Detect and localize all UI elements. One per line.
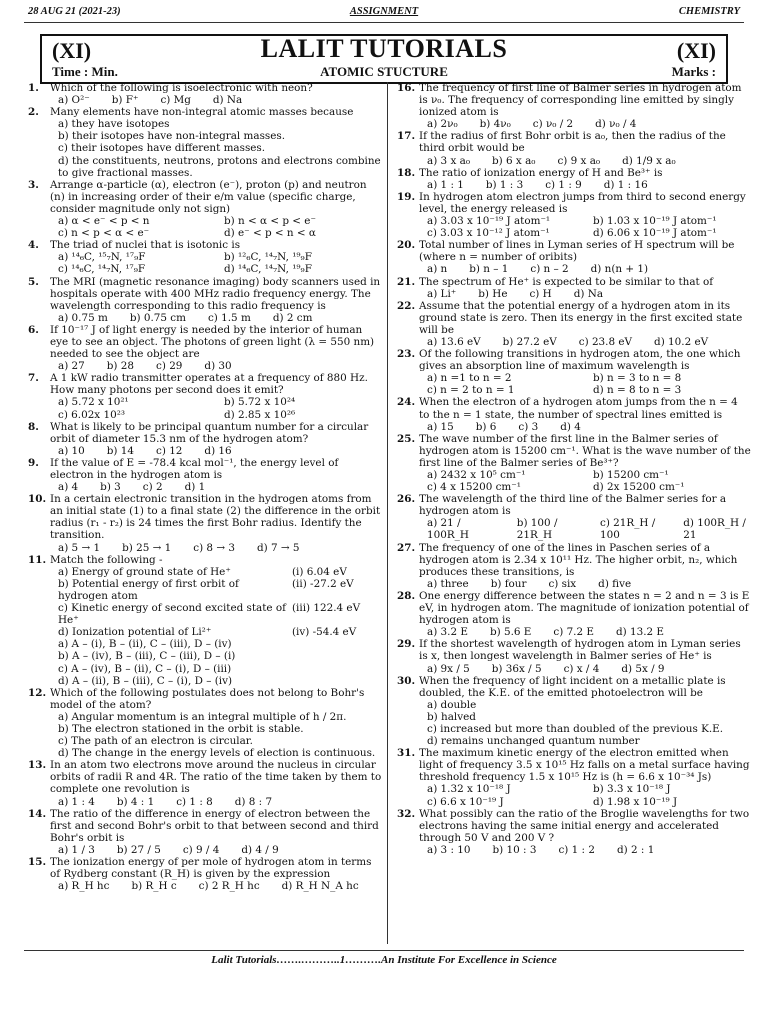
match-column-a-item: b) Potential energy of first orbit of hydrogen atom (58, 577, 239, 602)
option-item: a) 9x / 5 (427, 662, 470, 675)
option-item: c) 2 (142, 481, 163, 494)
option-item: b) 1.03 x 10⁻¹⁹ J atom⁻¹ (593, 215, 717, 228)
option-item: d) 8 : 7 (234, 795, 273, 808)
option-item: c) n = 2 to n = 1 (427, 384, 515, 397)
option-item: d) the constituents, neutrons, protons and electrons combine to give fractional masses. (58, 154, 381, 179)
question-number: 6. (28, 323, 39, 336)
option-item: b) 27.2 eV (502, 335, 557, 348)
option-item: a) α < e⁻ < p < n (58, 215, 150, 228)
question-number: 21. (397, 275, 416, 288)
option-item: a) 3 x a₀ (427, 154, 470, 167)
option-item: c) 12 (156, 444, 183, 457)
options-grid (50, 215, 382, 239)
question-item (397, 638, 751, 674)
question-text: The triad of nuclei that is isotonic is (50, 239, 241, 252)
question-item (28, 687, 382, 760)
option-item: b) four (490, 577, 527, 590)
question-number: 18. (397, 166, 416, 179)
option-item: c) 1.5 m (207, 311, 251, 324)
option-item: d) Na (212, 94, 243, 107)
option-item: a) ¹⁴₆C, ¹⁵₇N, ¹⁷₉F (58, 251, 146, 264)
right-question-column (397, 82, 751, 856)
option-item: a) double (427, 698, 477, 711)
marks-label: Marks : (671, 64, 716, 79)
question-text: The ionization energy of per mole of hydrogen atom in terms of Rydberg constant (R_H) is given by the expression (50, 856, 372, 881)
option-item: b) 25 → 1 (122, 541, 172, 554)
option-item: d) 2 cm (272, 311, 313, 324)
option-item: a) A – (i), B – (ii), C – (iii), D – (iv) (58, 638, 232, 651)
option-item: c) 23.8 eV (578, 335, 633, 348)
match-column-b-item: (ii) -27.2 eV (292, 577, 354, 590)
question-number: 10. (28, 493, 47, 506)
question-item (397, 300, 751, 348)
question-item (397, 493, 751, 541)
options-row (50, 844, 382, 856)
top-rule (24, 22, 744, 23)
option-item: d) ¹⁴₆C, ¹⁴₇N, ¹⁹₉F (224, 263, 312, 276)
question-text: Many elements have non-integral atomic masses because (50, 106, 354, 119)
top-bar (24, 6, 744, 22)
option-item: a) 2ν₀ (427, 118, 458, 131)
option-item: d) 2.85 x 10²⁶ (224, 408, 296, 421)
option-item: b) 4 : 1 (116, 795, 155, 808)
option-item: d) n(n + 1) (590, 263, 649, 276)
option-item: d) ν₀ / 4 (595, 118, 637, 131)
question-text: The wave number of the first line in the Balmer series of hydrogen atom is 15200 cm⁻¹. What is the wave number of the first line of the Balmer series of Be³⁺? (419, 432, 751, 469)
options-row (419, 263, 751, 275)
option-item: a) 1.32 x 10⁻¹⁸ J (427, 783, 511, 796)
options-grid (419, 783, 751, 807)
question-number: 16. (397, 82, 416, 94)
question-item (28, 421, 382, 457)
option-item: a) R_H hc (58, 880, 110, 893)
question-item (28, 808, 382, 856)
question-number: 23. (397, 348, 416, 361)
question-item (397, 276, 751, 300)
question-number: 28. (397, 589, 416, 602)
question-text: Total number of lines in Lyman series of H spectrum will be (where n = number of oribits) (419, 239, 735, 264)
question-text: When the electron of a hydrogen atom jumps from the n = 4 to the n = 1 state, the number of spectral lines emitted is (419, 396, 738, 421)
option-item: c) ν₀ / 2 (532, 118, 574, 131)
option-item: c) Mg (160, 94, 191, 107)
question-text: A 1 kW radio transmitter operates at a frequency of 880 Hz. How many photons per second does it emit? (50, 372, 368, 397)
question-text: Match the following - (50, 553, 163, 566)
question-text: When the frequency of light incident on a metallic plate is doubled, the K.E. of the emitted photoelectron will be (419, 674, 726, 699)
option-item: d) 16 (204, 444, 232, 457)
option-item: d) remains unchanged quantum number (427, 735, 640, 748)
match-column-b-item: (iii) 122.4 eV (292, 602, 361, 615)
options-grid (419, 372, 751, 396)
option-item: a) 2432 x 10⁵ cm⁻¹ (427, 469, 526, 481)
option-item: a) 21 / 100R_H (427, 517, 469, 542)
option-item: c) The path of an electron is circular. (58, 735, 253, 748)
option-item: b) 4ν₀ (479, 118, 511, 131)
subject-label: CHEMISTRY (678, 6, 740, 17)
option-item: a) 13.6 eV (427, 335, 481, 348)
options-row (50, 481, 382, 493)
option-item: a) 3.03 x 10⁻¹⁹ J atom⁻¹ (427, 215, 551, 228)
option-item: a) three (427, 577, 469, 590)
option-item: c) ¹⁴₆C, ¹⁴₇N, ¹⁷₉F (58, 263, 146, 276)
question-item (397, 675, 751, 748)
question-text: The ratio of ionization energy of H and Be³⁺ is (419, 166, 663, 179)
option-item: a) O²⁻ (58, 94, 90, 107)
option-item: b) F⁺ (111, 94, 139, 107)
option-item: a) they have isotopes (58, 118, 170, 131)
options-row (50, 445, 382, 457)
option-item: d) Na (573, 287, 604, 300)
options-row (419, 844, 751, 856)
question-text: In a certain electronic transition in the hydrogen atoms from an initial state (1) to a final state (2) the difference in the orbit radius (r₁ - r₂) is 24 times the first Bohr radius. Identify the transition. (50, 493, 381, 542)
title-box (40, 34, 728, 84)
question-number: 31. (397, 747, 416, 760)
question-number: 32. (397, 807, 416, 820)
option-item: c) 2 R_H hc (198, 880, 260, 893)
question-number: 27. (397, 541, 416, 554)
option-item: b) halved (427, 710, 476, 723)
option-item: a) 1 : 4 (58, 795, 95, 808)
option-item: b) n = 3 to n = 8 (593, 372, 682, 385)
options-row (50, 94, 382, 106)
option-item: d) e⁻ < p < n < α (224, 227, 316, 240)
question-item (397, 396, 751, 432)
question-item (397, 433, 751, 493)
options-row (419, 155, 751, 167)
option-item: d) 1 : 16 (603, 178, 648, 191)
options-row (50, 542, 382, 554)
class-label-right: (XI) (676, 38, 716, 63)
options-row (419, 578, 751, 590)
question-item (28, 106, 382, 179)
option-item: b) n < α < p < e⁻ (224, 215, 316, 228)
question-number: 24. (397, 396, 416, 409)
class-label-left: (XI) (52, 38, 92, 63)
option-item: b) A – (iv), B – (iii), C – (iii), D – (i) (58, 650, 236, 663)
option-item: c) increased but more than doubled of the previous K.E. (427, 722, 724, 735)
options-grid (50, 251, 382, 275)
options-grid (419, 215, 751, 239)
options-grid (50, 396, 382, 420)
option-item: a) 1 / 3 (58, 843, 95, 856)
option-item: b) He (478, 287, 508, 300)
option-item: b) 15200 cm⁻¹ (593, 469, 669, 481)
question-text: Which of the following is isoelectronic with neon? (50, 82, 313, 94)
option-item: d) five (598, 577, 632, 590)
option-item: c) 3.03 x 10⁻¹² J atom⁻¹ (427, 227, 550, 240)
question-number: 26. (397, 493, 416, 506)
option-item: b) 10 : 3 (492, 843, 537, 856)
question-number: 19. (397, 190, 416, 203)
options-grid (419, 469, 751, 493)
footer-rule (24, 950, 744, 951)
option-item: c) 4 x 15200 cm⁻¹ (427, 481, 521, 494)
question-item (397, 808, 751, 856)
match-column-b-item: (iv) -54.4 eV (292, 626, 357, 639)
time-label: Time : Min. (52, 64, 118, 79)
question-number: 29. (397, 638, 416, 651)
question-item (28, 856, 382, 892)
question-number: 13. (28, 759, 47, 772)
topic-title: ATOMIC STUCTURE (320, 64, 448, 79)
question-number: 20. (397, 239, 416, 252)
option-item: d) 6.06 x 10⁻¹⁹ J atom⁻¹ (593, 227, 717, 240)
question-text: Arrange α-particle (α), electron (e⁻), proton (p) and neutron (n) in increasing order of their e/m value (specific charge, consider magnitude only not sign) (50, 178, 367, 215)
option-item: d) 1 (184, 481, 206, 494)
option-item: b) 100 / 21R_H (516, 517, 558, 542)
option-item: a) Li⁺ (427, 287, 457, 300)
option-item: c) 7.2 E (553, 626, 594, 639)
option-item: c) 9 / 4 (182, 843, 220, 856)
option-item: c) 1 : 2 (558, 843, 595, 856)
option-item: d) 13.2 E (615, 626, 665, 639)
question-item (397, 348, 751, 396)
option-item: a) 4 (58, 481, 79, 494)
question-item (28, 493, 382, 553)
options-row (419, 288, 751, 300)
question-text: The frequency of one of the lines in Paschen series of a hydrogen atom is 2.34 x 10¹¹ Hz. The higher orbit, n₂, which produces these transitions, is (419, 541, 738, 578)
question-item (28, 324, 382, 372)
options-row (50, 796, 382, 808)
question-item (28, 372, 382, 420)
option-item: d) 10.2 eV (654, 335, 709, 348)
question-number: 9. (28, 456, 39, 469)
match-column-a-item: c) Kinetic energy of second excited state of He⁺ (58, 602, 286, 627)
question-text: If 10⁻¹⁷ J of light energy is needed by the interior of human eye to see an object. The photons of green light (λ = 550 nm) needed to see the object are (50, 323, 375, 361)
document-type: ASSIGNMENT (349, 6, 419, 17)
question-number: 11. (28, 553, 47, 566)
option-item: a) Angular momentum is an integral multiple of h / 2π. (58, 710, 347, 723)
question-number: 7. (28, 372, 39, 385)
match-column-a-item: a) Energy of ground state of He⁺ (58, 565, 231, 578)
option-item: d) 1/9 x a₀ (622, 154, 676, 167)
option-item: c) 3 (518, 420, 539, 433)
question-number: 12. (28, 686, 47, 699)
question-number: 5. (28, 275, 39, 288)
question-text: Of the following transitions in hydrogen atom, the one which gives an absorption line of maximum wavelength is (419, 348, 741, 373)
question-item (28, 457, 382, 493)
options-row (419, 663, 751, 675)
option-item: d) 30 (204, 360, 232, 373)
options-list (50, 118, 382, 178)
option-item: c) 29 (156, 360, 183, 373)
question-number: 1. (28, 82, 39, 94)
options-row (419, 517, 751, 541)
left-question-column (28, 82, 382, 892)
question-item (28, 239, 382, 275)
option-item: d) R_H N_A hc (281, 880, 359, 893)
option-item: c) x / 4 (563, 662, 600, 675)
option-item: d) 4 (560, 420, 581, 433)
options-list (50, 711, 382, 759)
option-item: a) 5.72 x 10²¹ (58, 396, 129, 409)
question-number: 22. (397, 299, 416, 312)
question-text: Which of the following postulates does not belong to Bohr's model of the atom? (50, 686, 365, 711)
option-item: d) A – (ii), B – (iii), C – (i), D – (iv) (58, 674, 233, 687)
option-item: b) 3 (100, 481, 121, 494)
option-item: c) their isotopes have different masses. (58, 142, 266, 155)
question-item (28, 82, 382, 106)
option-item: b) 28 (106, 360, 135, 373)
option-item: c) n < p < α < e⁻ (58, 227, 150, 240)
question-text: What possibly can the ratio of the Broglie wavelengths for two electrons having the same initial energy and accelerated through 50 V and 200 V ? (419, 807, 750, 844)
question-item (397, 542, 751, 590)
question-item (397, 747, 751, 807)
option-item: c) six (548, 577, 577, 590)
option-item: c) 6.02x 10²³ (58, 408, 126, 421)
options-row (419, 179, 751, 191)
page-footer: Lalit Tutorials…….………..1……….An Institute For Excellence in Science (211, 954, 557, 966)
option-item: d) n = 8 to n = 3 (593, 384, 682, 397)
option-item: b) their isotopes have non-integral masses. (58, 130, 286, 143)
options-list (419, 699, 751, 747)
question-number: 2. (28, 106, 39, 119)
question-text: If the shortest wavelength of hydrogen atom in Lyman series is x, then longest wavelength in Balmer series of He⁺ is (419, 638, 741, 663)
question-text: If the value of E = -78.4 kcal mol⁻¹, the energy level of electron in the hydrogen atom is (50, 456, 339, 481)
option-item: c) 6.6 x 10⁻¹⁹ J (427, 795, 504, 808)
question-item (28, 759, 382, 807)
option-item: b) 36x / 5 (491, 662, 542, 675)
question-text: The wavelength of the third line of the Balmer series for a hydrogen atom is (419, 493, 727, 518)
question-number: 15. (28, 856, 47, 868)
option-item: d) 2x 15200 cm⁻¹ (593, 481, 685, 494)
question-text: If the radius of first Bohr orbit is a₀, then the radius of the third orbit would be (419, 130, 726, 155)
option-item: a) 10 (58, 444, 85, 457)
options-row (419, 421, 751, 433)
question-text: One energy difference between the states n = 2 and n = 3 is E eV, in hydrogen atom. The magnitude of ionization potential of hydrogen atom is (419, 589, 750, 627)
question-item (397, 82, 751, 130)
options-list (50, 638, 382, 686)
question-text: The frequency of first line of Balmer series in hydrogen atom is ν₀. The frequency of corresponding line emitted by singly ionized atom is (419, 82, 742, 119)
question-item (28, 554, 382, 687)
question-item (397, 590, 751, 638)
institute-title: LALIT TUTORIALS (260, 34, 508, 63)
question-item (397, 130, 751, 166)
question-item (397, 167, 751, 191)
option-item: d) 4 / 9 (241, 843, 279, 856)
option-item: b) 5.72 x 10²⁴ (224, 396, 296, 409)
option-item: c) 1 : 9 (545, 178, 582, 191)
option-item: a) n =1 to n = 2 (427, 372, 512, 385)
question-number: 3. (28, 178, 39, 191)
match-table (50, 566, 382, 639)
question-number: 17. (397, 130, 416, 143)
option-item: a) 27 (58, 360, 85, 373)
option-item: b) The electron stationed in the orbit is stable. (58, 722, 304, 735)
batch-date: 28 AUG 21 (2021-23) (28, 6, 121, 17)
option-item: b) 27 / 5 (116, 843, 161, 856)
options-row (50, 360, 382, 372)
question-text: In hydrogen atom electron jumps from third to second energy level, the energy released is (419, 190, 746, 215)
question-item (28, 179, 382, 239)
option-item: c) 1 : 8 (176, 795, 213, 808)
question-number: 25. (397, 432, 416, 445)
option-item: b) ¹²₆C, ¹⁴₇N, ¹⁹₉F (224, 251, 312, 264)
option-item: b) 6 x a₀ (492, 154, 536, 167)
option-item: d) The change in the energy levels of election is continuous. (58, 747, 376, 760)
option-item: b) 3.3 x 10⁻¹⁸ J (593, 783, 671, 796)
options-row (419, 336, 751, 348)
option-item: b) R_H c (131, 880, 177, 893)
option-item: b) 5.6 E (489, 626, 532, 639)
option-item: d) 1.98 x 10⁻¹⁹ J (593, 795, 678, 808)
option-item: a) 15 (427, 420, 454, 433)
question-text: Assume that the potential energy of a hydrogen atom in its ground state is zero. Then its energy in the first excited state will be (419, 299, 743, 336)
question-text: The ratio of the difference in energy of electron between the first and second Bohr's orbit to that between second and third Bohr's orbit is (50, 807, 379, 844)
option-item: d) 100R_H / 21 (683, 517, 746, 542)
question-number: 14. (28, 807, 47, 820)
option-item: c) 9 x a₀ (557, 154, 601, 167)
option-item: a) 3 : 10 (427, 843, 471, 856)
question-text: What is likely to be principal quantum number for a circular orbit of diameter 15.3 nm of the hydrogen atom? (50, 420, 369, 445)
options-row (419, 626, 751, 638)
option-item: d) 5x / 9 (621, 662, 665, 675)
options-row (50, 880, 382, 892)
option-item: a) 5 → 1 (58, 541, 101, 554)
question-item (397, 239, 751, 275)
option-item: b) 0.75 cm (129, 311, 186, 324)
option-item: c) 21R_H / 100 (600, 517, 656, 542)
option-item: d) 2 : 1 (616, 843, 655, 856)
question-item (28, 276, 382, 324)
option-item: a) 3.2 E (427, 626, 468, 639)
options-row (50, 312, 382, 324)
option-item: a) n (427, 263, 448, 276)
options-row (419, 118, 751, 130)
match-column-b-item: (i) 6.04 eV (292, 565, 347, 578)
option-item: b) 14 (106, 444, 135, 457)
option-item: a) 0.75 m (58, 311, 108, 324)
option-item: d) 7 → 5 (256, 541, 300, 554)
question-item (397, 191, 751, 239)
option-item: a) 1 : 1 (427, 178, 464, 191)
question-text: The spectrum of He⁺ is expected to be similar to that of (419, 275, 714, 288)
option-item: b) 6 (475, 420, 497, 433)
option-item: c) H (529, 287, 552, 300)
option-item: c) 8 → 3 (193, 541, 235, 554)
option-item: b) n – 1 (469, 263, 509, 276)
question-number: 4. (28, 239, 39, 252)
question-text: The MRI (magnetic resonance imaging) body scanners used in hospitals operate with 400 MHz radio frequency energy. The wavelength corresponding to this radio frequency is (50, 275, 381, 312)
option-item: b) 1 : 3 (485, 178, 524, 191)
match-column-a-item: d) Ionization potential of Li²⁺ (58, 626, 212, 639)
question-text: In an atom two electrons move around the nucleus in circular orbits of radii R and 4R. The ratio of the time taken by them to complete one revolution is (50, 759, 382, 796)
question-number: 30. (397, 674, 416, 687)
question-text: The maximum kinetic energy of the electron emitted when light of frequency 3.5 x 10¹⁵ Hz falls on a metal surface having threshold frequency 1.5 x 10¹⁵ Hz is (h = 6.6 x 10⁻³⁴ Js) (419, 747, 750, 784)
option-item: c) A – (iv), B – (ii), C – (i), D – (iii) (58, 662, 232, 675)
question-number: 8. (28, 420, 39, 433)
column-divider (387, 82, 388, 944)
option-item: c) n – 2 (530, 263, 569, 276)
